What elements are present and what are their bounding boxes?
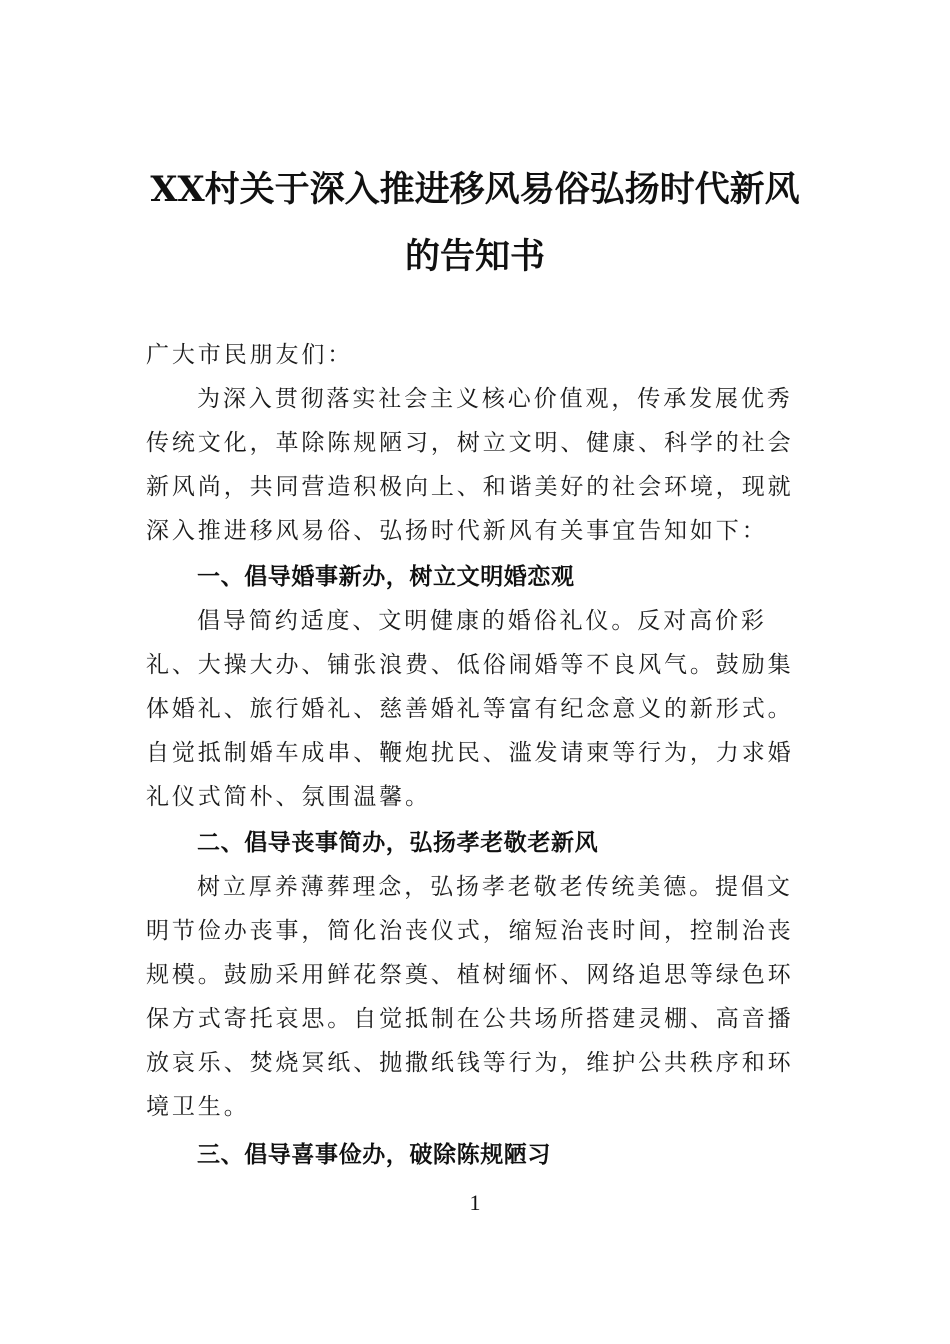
intro-line-3: 新风尚，共同营造积极向上、和谐美好的社会环境，现就 (146, 474, 794, 500)
section-1-line-3: 体婚礼、旅行婚礼、慈善婚礼等富有纪念意义的新形式。 (146, 696, 794, 722)
section-2-line-5: 放哀乐、焚烧冥纸、抛撒纸钱等行为，维护公共秩序和环 (146, 1050, 794, 1076)
section-1-line-4: 自觉抵制婚车成串、鞭炮扰民、滥发请柬等行为，力求婚 (146, 740, 794, 766)
intro-line-2: 传统文化，革除陈规陋习，树立文明、健康、科学的社会 (146, 430, 794, 456)
intro-line-4: 深入推进移风易俗、弘扬时代新风有关事宜告知如下： (146, 518, 768, 544)
salutation: 广大市民朋友们： (146, 342, 354, 368)
document-title-line-2: 的告知书 (404, 236, 545, 277)
section-1-line-2: 礼、大操大办、铺张浪费、低俗闹婚等不良风气。鼓励集 (146, 652, 794, 678)
section-2-heading: 二、倡导丧事简办，弘扬孝老敬老新风 (197, 830, 599, 856)
section-2-line-4: 保方式寄托哀思。自觉抵制在公共场所搭建灵棚、高音播 (146, 1006, 794, 1032)
intro-line-1: 为深入贯彻落实社会主义核心价值观，传承发展优秀 (197, 386, 793, 412)
page-number: 1 (469, 1190, 481, 1215)
section-2-line-1: 树立厚养薄葬理念，弘扬孝老敬老传统美德。提倡文 (197, 874, 793, 900)
section-1-heading: 一、倡导婚事新办，树立文明婚恋观 (197, 564, 575, 590)
section-1-line-5: 礼仪式简朴、氛围温馨。 (146, 784, 431, 810)
section-2-line-6: 境卫生。 (146, 1094, 250, 1120)
section-1-line-1: 倡导简约适度、文明健康的婚俗礼仪。反对高价彩 (197, 608, 767, 634)
section-2-line-2: 明节俭办丧事，简化治丧仪式，缩短治丧时间，控制治丧 (146, 918, 794, 944)
section-2-line-3: 规模。鼓励采用鲜花祭奠、植树缅怀、网络追思等绿色环 (146, 962, 794, 988)
section-3-heading: 三、倡导喜事俭办，破除陈规陋习 (197, 1142, 551, 1168)
document-title-line-1: XX村关于深入推进移风易俗弘扬时代新风 (150, 169, 800, 210)
